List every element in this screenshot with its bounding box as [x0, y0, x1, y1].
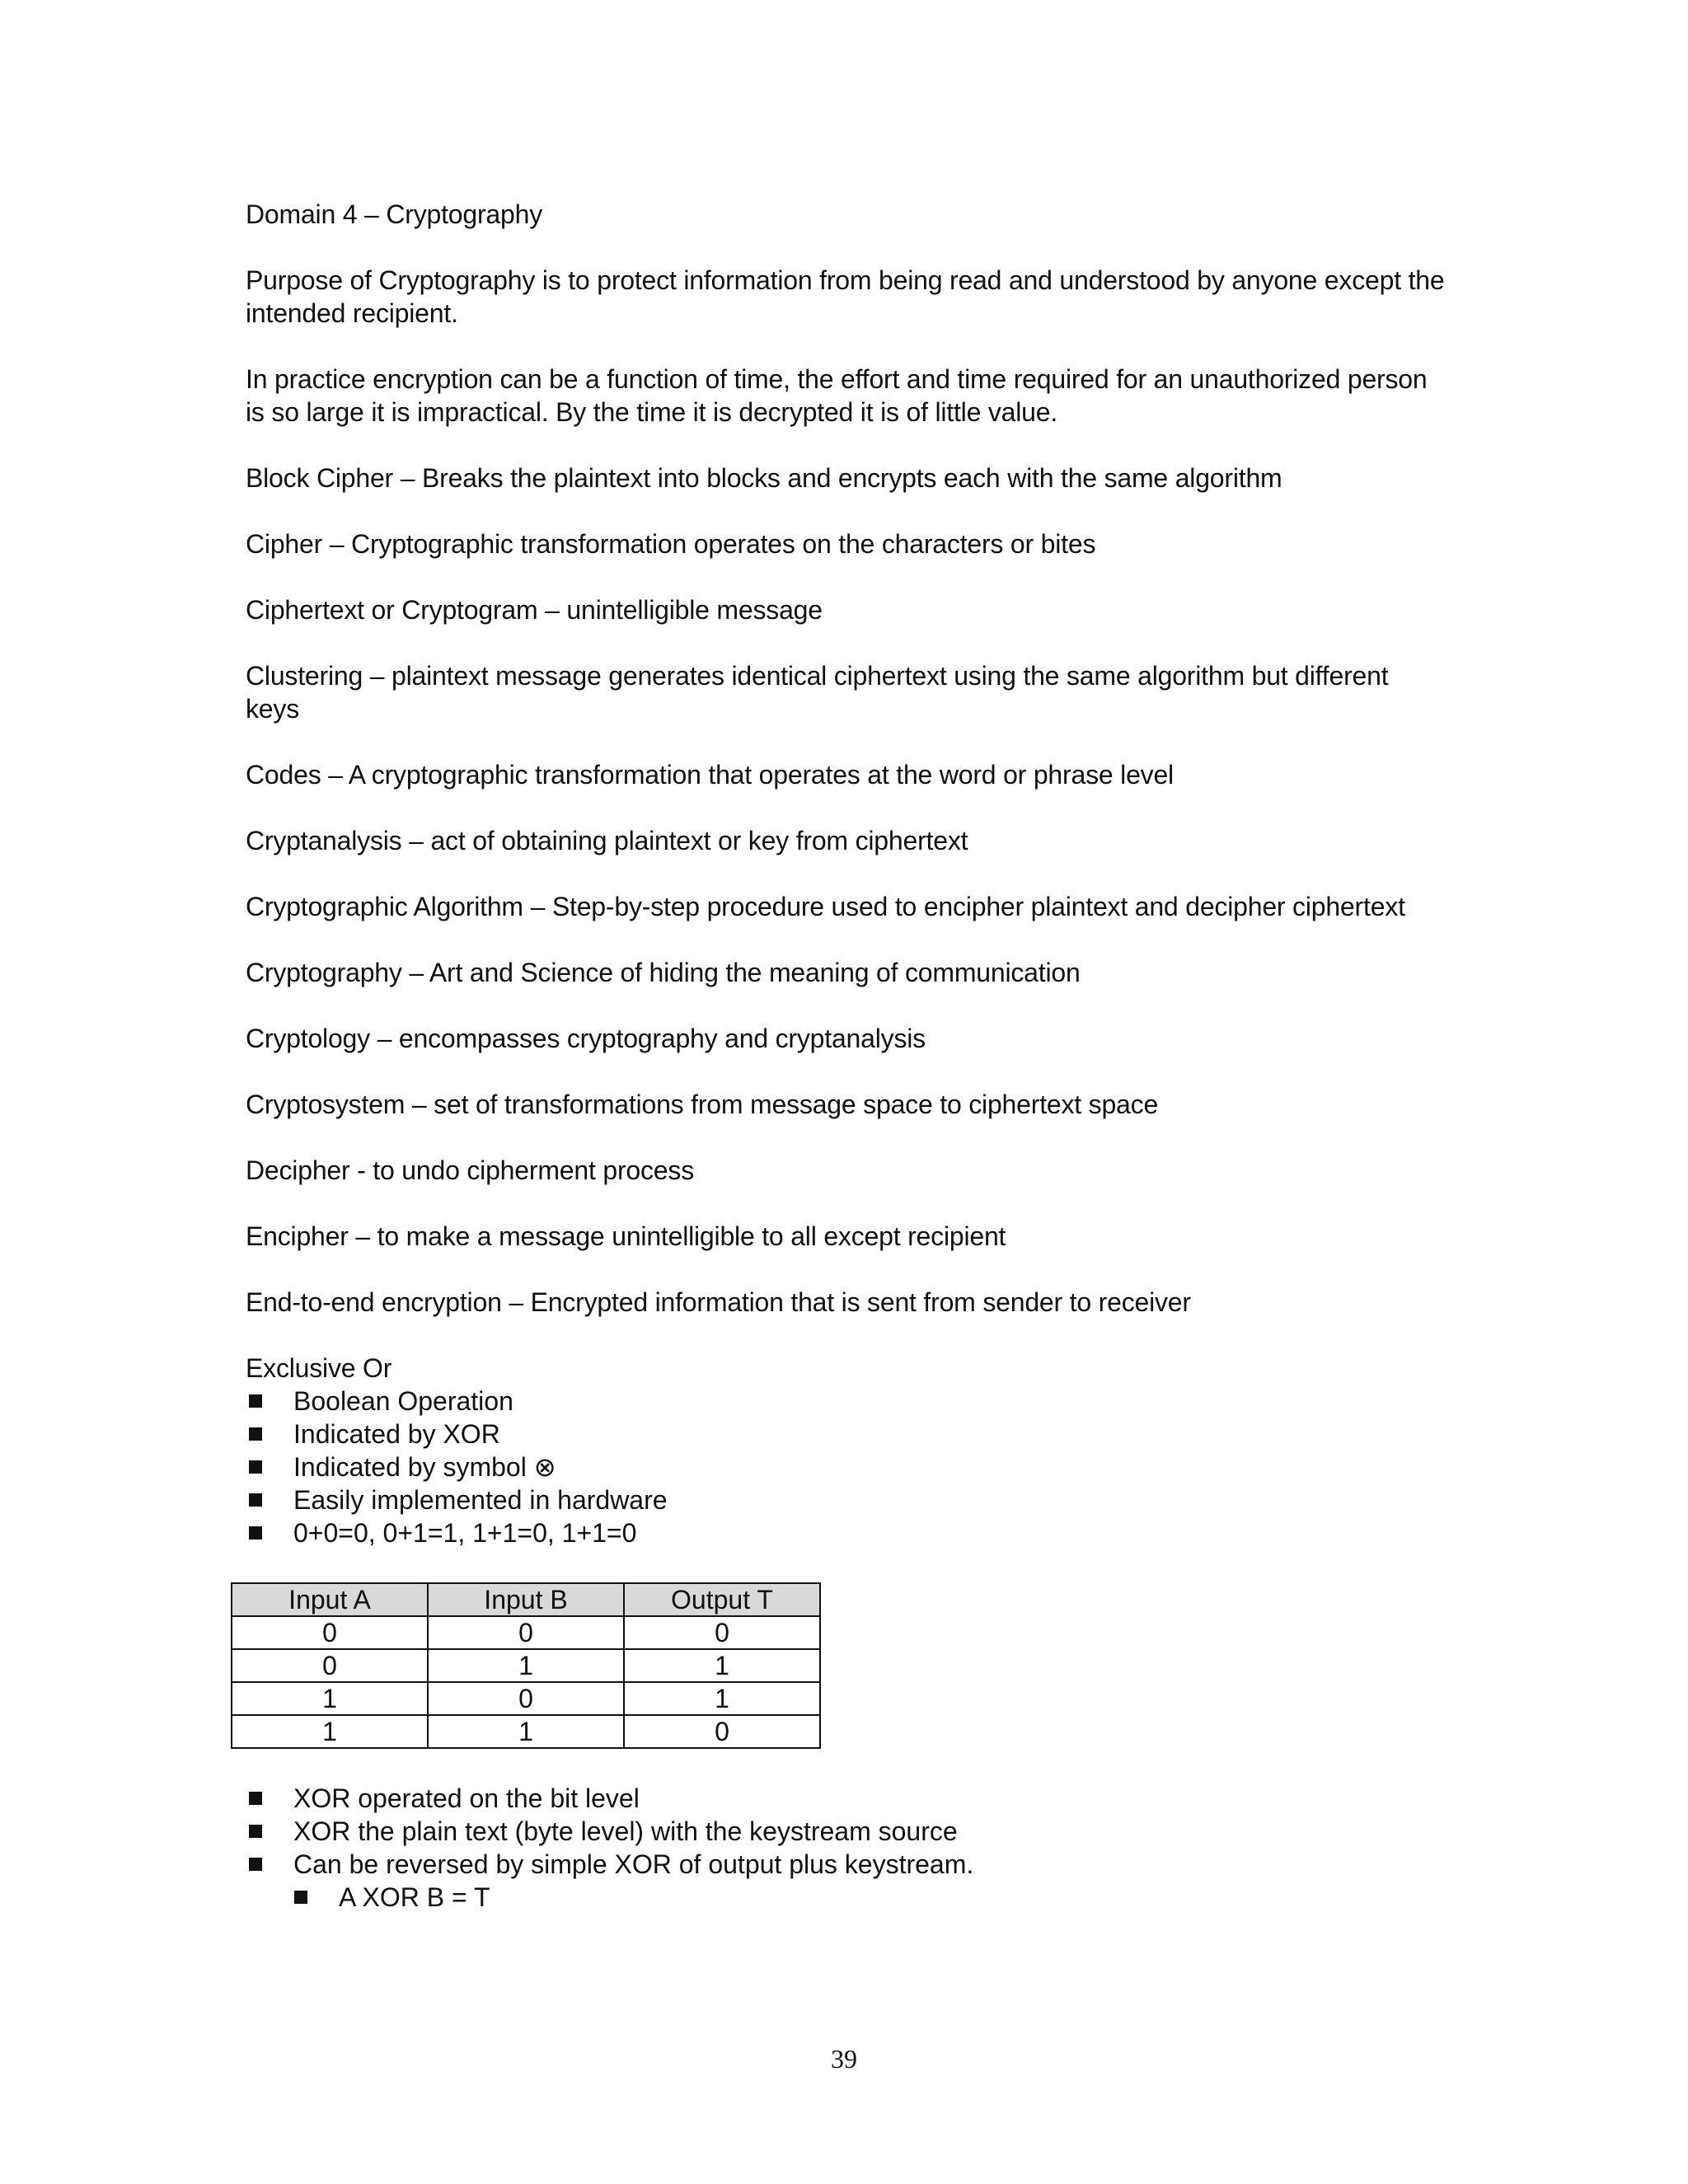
table-cell: 0	[428, 1682, 624, 1715]
table-cell: 1	[232, 1682, 428, 1715]
square-bullet-icon	[249, 1792, 262, 1805]
definition-cipher: Cipher – Cryptographic transformation operates on the characters or bites	[246, 529, 1096, 559]
list-item	[246, 1451, 1449, 1483]
table-cell: 1	[232, 1715, 428, 1748]
list-item-text: 0+0=0, 0+1=1, 1+1=0, 1+1=0	[293, 1518, 637, 1548]
definition-cryptanalysis: Cryptanalysis – act of obtaining plaintext or key from ciphertext	[246, 826, 968, 855]
square-bullet-icon	[249, 1427, 262, 1441]
table-cell: 1	[624, 1682, 820, 1715]
list-item	[246, 1483, 1449, 1516]
table-cell: 0	[232, 1616, 428, 1649]
list-item-text: Can be reversed by simple XOR of output plus keystream.	[293, 1849, 974, 1879]
xor-section-title: Exclusive Or	[246, 1353, 392, 1383]
definition-codes: Codes – A cryptographic transformation that operates at the word or phrase level	[246, 760, 1174, 790]
list-item-text: XOR operated on the bit level	[293, 1783, 640, 1813]
paragraph-purpose: Purpose of Cryptography is to protect information from being read and understood by anyone except the intended recipient.	[246, 265, 1445, 328]
definition-end-to-end-encryption: End-to-end encryption – Encrypted information that is sent from sender to receiver	[246, 1287, 1191, 1317]
xor-notes-list	[246, 1782, 1449, 1881]
definition-ciphertext: Ciphertext or Cryptogram – unintelligible message	[246, 595, 823, 625]
square-bullet-icon	[249, 1858, 262, 1871]
table-cell: 1	[624, 1649, 820, 1682]
xor-bullet-list	[246, 1385, 1449, 1549]
page-heading: Domain 4 – Cryptography	[246, 199, 543, 229]
table-cell: 1	[428, 1715, 624, 1748]
square-bullet-icon	[249, 1526, 262, 1540]
table-row	[232, 1715, 820, 1748]
table-cell: 0	[232, 1649, 428, 1682]
column-header-input-a: Input A	[232, 1583, 428, 1616]
xor-truth-table	[231, 1582, 821, 1749]
list-item-text: Easily implemented in hardware	[293, 1485, 668, 1515]
list-item	[246, 1881, 1449, 1914]
list-item-text: A XOR B = T	[339, 1882, 490, 1912]
table-cell: 0	[428, 1616, 624, 1649]
list-item	[246, 1848, 1449, 1881]
list-item	[246, 1782, 1449, 1815]
table-cell: 0	[624, 1616, 820, 1649]
definition-cryptosystem: Cryptosystem – set of transformations from message space to ciphertext space	[246, 1090, 1159, 1119]
definition-cryptology: Cryptology – encompasses cryptography and cryptanalysis	[246, 1024, 926, 1053]
table-row	[232, 1649, 820, 1682]
table-cell: 1	[428, 1649, 624, 1682]
definition-clustering: Clustering – plaintext message generates identical ciphertext using the same algorithm but different keys	[246, 661, 1389, 724]
xor-sub-list	[246, 1881, 1449, 1914]
list-item-text: Indicated by symbol ⊗	[293, 1452, 556, 1482]
xor-section	[246, 1352, 1449, 1914]
definition-block-cipher: Block Cipher – Breaks the plaintext into blocks and encrypts each with the same algorithm	[246, 463, 1282, 493]
table-header-row	[232, 1583, 820, 1616]
table-cell: 0	[624, 1715, 820, 1748]
table-row	[232, 1682, 820, 1715]
definition-cryptography: Cryptography – Art and Science of hiding the meaning of communication	[246, 958, 1081, 987]
document-page	[246, 198, 1449, 1914]
definition-cryptographic-algorithm: Cryptographic Algorithm – Step-by-step procedure used to encipher plaintext and decipher ciphertext	[246, 892, 1405, 921]
list-item-text: XOR the plain text (byte level) with the keystream source	[293, 1816, 958, 1846]
square-bullet-icon	[249, 1825, 262, 1838]
square-bullet-icon	[249, 1493, 262, 1507]
square-bullet-icon	[249, 1460, 262, 1474]
paragraph-practice: In practice encryption can be a function of time, the effort and time required for an unauthorized person is so large it is impractical. By the time it is decrypted it is of little value.	[246, 364, 1428, 427]
definition-encipher: Encipher – to make a message unintelligible to all except recipient	[246, 1221, 1006, 1251]
list-item-text: Indicated by XOR	[293, 1419, 500, 1449]
square-bullet-icon	[249, 1394, 262, 1408]
definition-decipher: Decipher - to undo cipherment process	[246, 1155, 694, 1185]
table-row	[232, 1616, 820, 1649]
column-header-input-b: Input B	[428, 1583, 624, 1616]
list-item	[246, 1385, 1449, 1418]
square-bullet-icon	[294, 1891, 307, 1904]
list-item	[246, 1418, 1449, 1451]
list-item-text: Boolean Operation	[293, 1386, 513, 1416]
column-header-output-t: Output T	[624, 1583, 820, 1616]
list-item	[246, 1815, 1449, 1848]
page-number: 39	[831, 2044, 857, 2074]
list-item	[246, 1516, 1449, 1549]
